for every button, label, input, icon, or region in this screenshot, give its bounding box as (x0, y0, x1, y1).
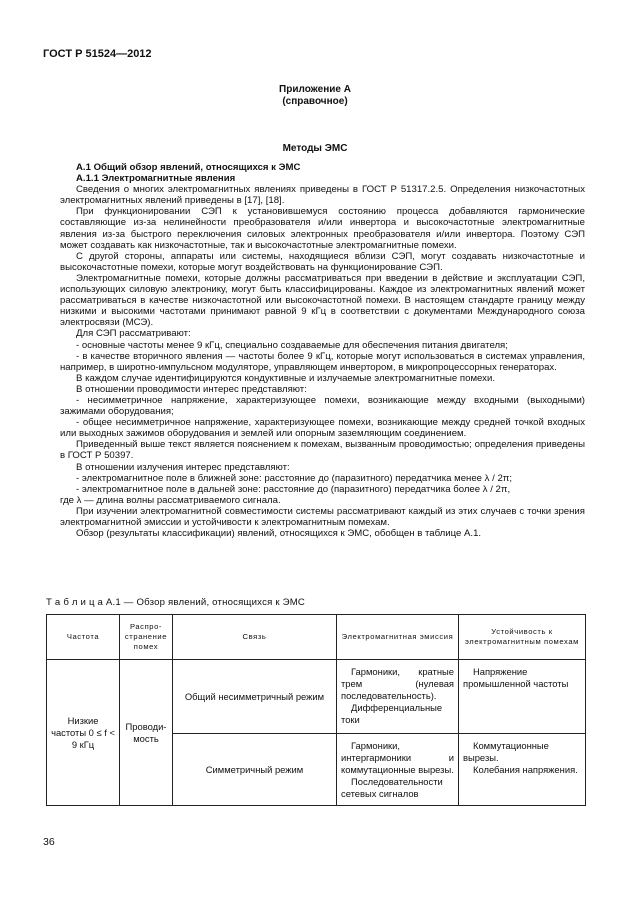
page-number: 36 (43, 836, 55, 848)
paragraph: Приведенный выше текст является пояснением к помехам, вызванным проводимостью; определения приведены в ГОСТ Р 50397. (60, 439, 585, 462)
paragraph: В каждом случае идентифицируются кондуктивные и излучаемые электромагнитные помехи. (76, 372, 496, 384)
table-row (47, 660, 586, 734)
immunity-item: Колебания напряжения. (473, 764, 578, 775)
emission-item: Последовательности сетевых сигналов (341, 776, 443, 799)
body-text (60, 162, 585, 539)
header-propagation: Распро-странение помех (120, 615, 173, 660)
immunity-item: Коммутационные вырезы. (463, 740, 549, 763)
paragraph: А.1 Общий обзор явлений, относящихся к ЭМС (76, 162, 301, 173)
emission-cell (337, 660, 459, 734)
paragraph: В отношении проводимости интерес представляют: (76, 383, 307, 395)
table-header-row (47, 615, 586, 660)
document-header: ГОСТ Р 51524—2012 (43, 48, 152, 60)
paragraph: При функционировании СЭП к установившемуся состоянию процесса добавляются гармонические составляющие из-за нелинейности преобразователя и/или инвертора и высокочастотные электромагнитные явления из-за быстрого переключения силовых электронных преобразователя и/или инвертора. Поэтому СЭП может создавать как низкочастотные, так и высокочастотные электромагнитные помехи. (60, 206, 585, 251)
paragraph: - в качестве вторичного явления — частоты более 9 кГц, которые могут использоваться в системах управления, например, в широтно-импульсном модуляторе, управляющем инвертором, в микропроцессорных генераторах. (60, 350, 585, 373)
paragraph: Обзор (результаты классификации) явлений, относящихся к ЭМС, обобщен в таблице А.1. (76, 528, 482, 540)
emission-item: Дифференциальные токи (341, 702, 443, 725)
immunity-cell (459, 660, 586, 734)
paragraph: где λ — длина волны рассматриваемого сигнала. (60, 494, 281, 506)
paragraph: - электромагнитное поле в дальней зоне: расстояние до (паразитного) передатчика более λ / 2π, (76, 483, 511, 495)
emission-cell (337, 734, 459, 806)
coupling-cell: Симметричный режим (173, 734, 337, 806)
paragraph: В отношении излучения интерес представляют: (76, 461, 290, 473)
paragraph: - основные частоты менее 9 кГц, специально создаваемые для обеспечения питания двигателя; (76, 339, 508, 351)
header-frequency: Частота (47, 615, 120, 660)
paragraph: - электромагнитное поле в ближней зоне: расстояние до (паразитного) передатчика менее λ / 2π; (76, 472, 513, 484)
emission-item: Гармоники, интергармоники и коммутационные вырезы. (341, 740, 454, 775)
table-caption: Т а б л и ц а А.1 — Обзор явлений, относящихся к ЭМС (46, 597, 306, 608)
appendix-title: Приложение А (279, 84, 351, 95)
paragraph: Электромагнитные помехи, которые должны рассматриваться при введении в действие и эксплуатации СЭП, использующих силовую электронику, могут быть классифицированы. Каждое из электромагнитных явлений может рассматриваться в качестве низкочастотной или высокочастотной помехи. В настоящем стандарте границу между низкими и высокими частотами принимают равной 9 кГц в соответствии с документами Международного союза электросвязи (МСЭ). (60, 272, 585, 329)
paragraph: Сведения о многих электромагнитных явлениях приведены в ГОСТ Р 51317.2.5. Определения низкочастотных электромагнитных явлений приведены в [17], [18]. (60, 184, 585, 207)
paragraph: - несимметричное напряжение, характеризующее помехи, возникающие между входными (выходными) зажимами оборудования; (60, 394, 585, 418)
immunity-item: Напряжение промышленной частоты (463, 666, 569, 689)
paragraph: При изучении электромагнитной совместимости системы рассматривают каждый из этих случаев с точки зрения электромагнитной эмиссии и устойчивости к электромагнитным помехам. (60, 505, 585, 528)
header-emission: Электромагнитная эмиссия (337, 615, 459, 660)
paragraph: С другой стороны, аппараты или системы, находящиеся вблизи СЭП, могут создавать низкочастотные и высокочастотные помехи, которые могут воздействовать на функционирование СЭП. (60, 250, 585, 273)
paragraph: Для СЭП рассматривают: (76, 328, 191, 340)
propagation-cell: Проводи-мость (120, 660, 173, 806)
header-coupling: Связь (173, 615, 337, 660)
header-immunity: Устойчивость к электромагнитным помехам (459, 615, 586, 660)
paragraph: А.1.1 Электромагнитные явления (76, 173, 236, 185)
paragraph: - общее несимметричное напряжение, характеризующее помехи, возникающие между средней точкой входных или выходных зажимов оборудования и землей или опорным заземляющим соединением. (60, 417, 585, 440)
coupling-cell: Общий несимметричный режим (173, 660, 337, 734)
frequency-cell: Низкие частоты 0 ≤ f < 9 кГц (47, 660, 120, 806)
immunity-cell (459, 734, 586, 806)
emc-overview-table (46, 614, 586, 806)
section-title: Методы ЭМС (282, 143, 348, 154)
appendix-subtitle: (справочное) (282, 96, 348, 107)
emission-item: Гармоники, кратные трем (нулевая последовательность). (341, 666, 454, 701)
